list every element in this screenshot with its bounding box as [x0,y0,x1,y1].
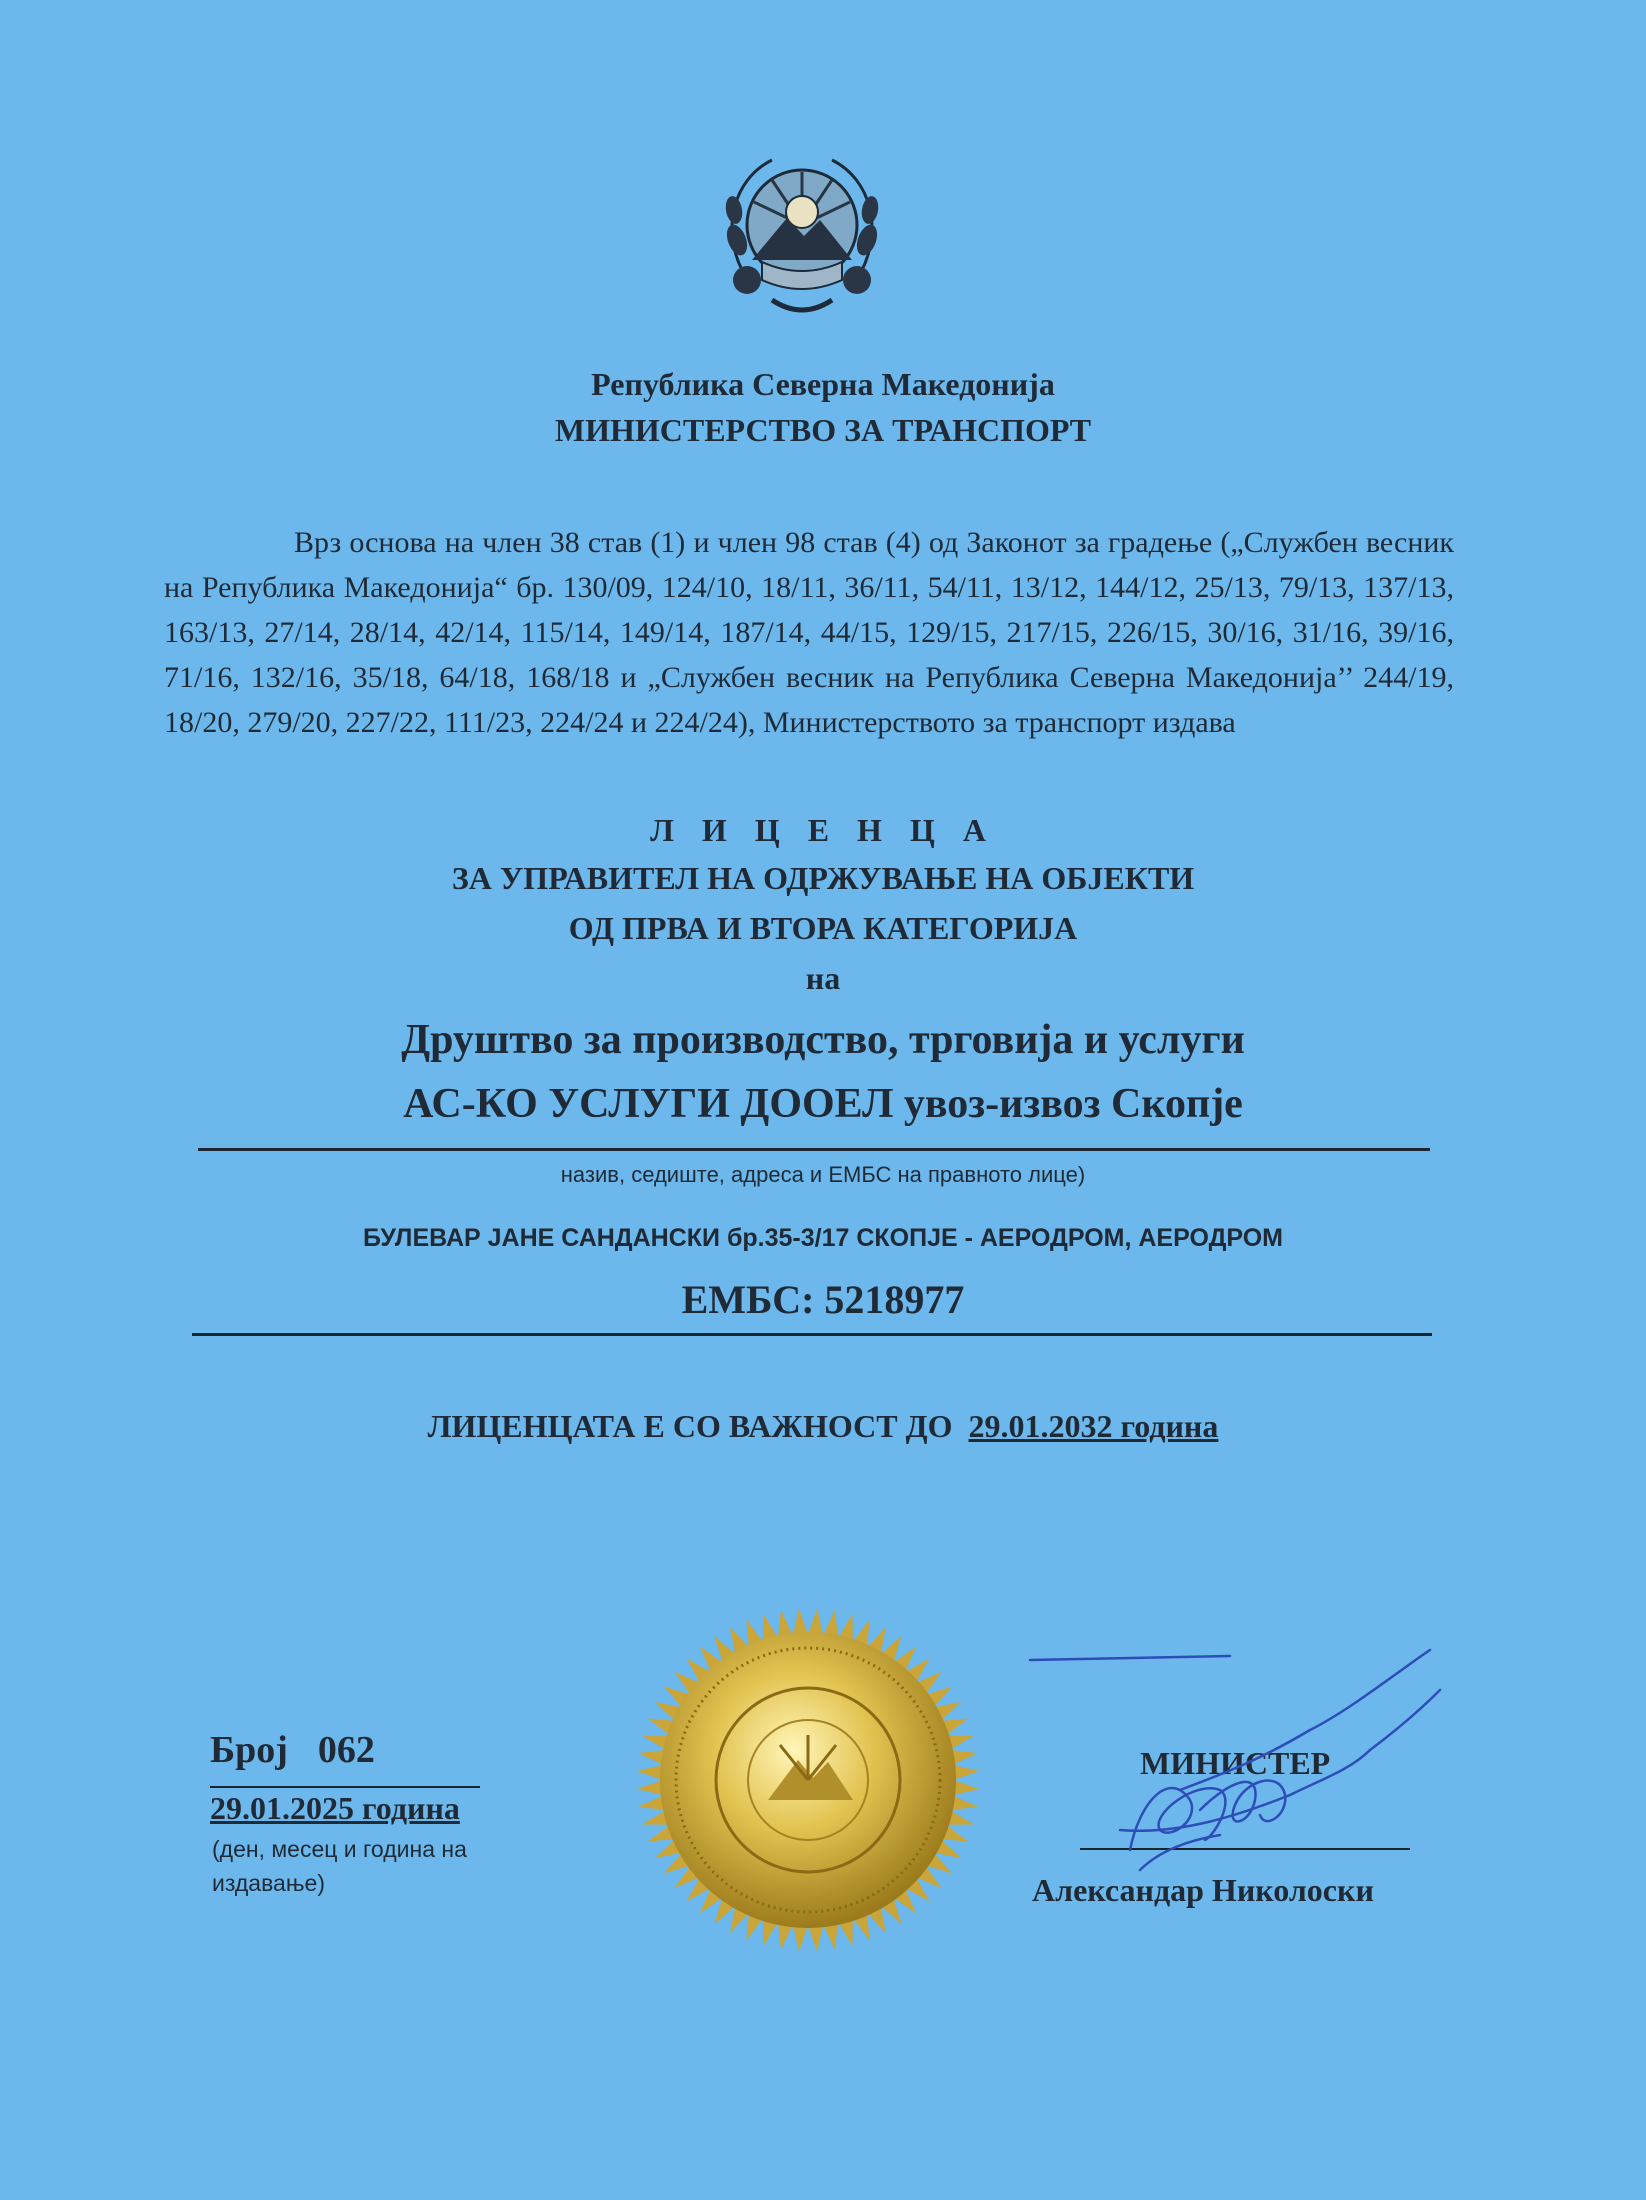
validity-date: 29.01.2032 година [968,1408,1219,1444]
license-subtitle-1: ЗА УПРАВИТЕЛ НА ОДРЖУВАЊЕ НА ОБЈЕКТИ [451,860,1195,896]
company-type: Друштво за производство, трговија и услуги [401,1017,1245,1063]
minister-name: Александар Николоски [1032,1872,1374,1908]
number-underline [210,1786,480,1788]
license-title: Л И Ц Е Н Ц А [650,812,996,848]
validity-label: ЛИЦЕНЦАТА Е СО ВАЖНОСТ ДО [427,1408,953,1444]
divider [192,1333,1432,1336]
company-address: БУЛЕВАР ЈАНЕ САНДАНСКИ бр.35-3/17 СКОПЈЕ - АЕРОДРОМ, АЕРОДРОМ [362,1224,1283,1252]
header-country: Република Северна Македонија [591,366,1055,402]
header-ministry: МИНИСТЕРСТВО ЗА ТРАНСПОРТ [554,412,1092,448]
minister-title: МИНИСТЕР [1140,1745,1331,1781]
license-subtitle-2: ОД ПРВА И ВТОРА КАТЕГОРИЈА [568,910,1078,946]
company-embs: ЕМБС: 5218977 [681,1277,965,1322]
signature-icon [1020,1600,1460,1900]
state-emblem-icon [712,140,892,340]
issue-date-caption: (ден, месец и година на издавање) [212,1836,467,1896]
number-row [210,1728,375,1772]
divider [198,1148,1430,1151]
validity-statement [0,1408,1646,1445]
legal-basis-text: Врз основа на член 38 став (1) и член 98 став (4) од Законот за градење („Службен весник на Република Македонија“ бр. 130/09, 124/10, 18/11, 36/11, 54/11, 13/12, 144/12, 25/13, 79/13, 137/13, 163/13, 27/14, 28/14, 42/14, 115/14, 149/14, 187/14, 44/15, 129/15, 217/15, 226/15, 30/16, 31/16, 39/16, 71/16, 132/16, 35/18, 64/18, 168/18 и „Службен весник на Република Северна Македонија’’ 244/19, 18/20, 279/20, 227/22, 111/23, 224/24 и 224/24), Министерството за транспорт издава [164,526,1454,739]
gold-seal-icon [628,1600,988,1960]
company-caption: назив, седиште, адреса и ЕМБС на правното лице) [560,1162,1086,1187]
license-subtitle-3: на [805,960,841,996]
number-label: Број [210,1729,288,1771]
license-number: 062 [317,1729,375,1771]
issue-date: 29.01.2025 година [210,1790,460,1826]
company-name: АС-КО УСЛУГИ ДООЕЛ увоз-извоз Скопје [403,1081,1243,1127]
legal-basis-paragraph [164,520,1454,745]
